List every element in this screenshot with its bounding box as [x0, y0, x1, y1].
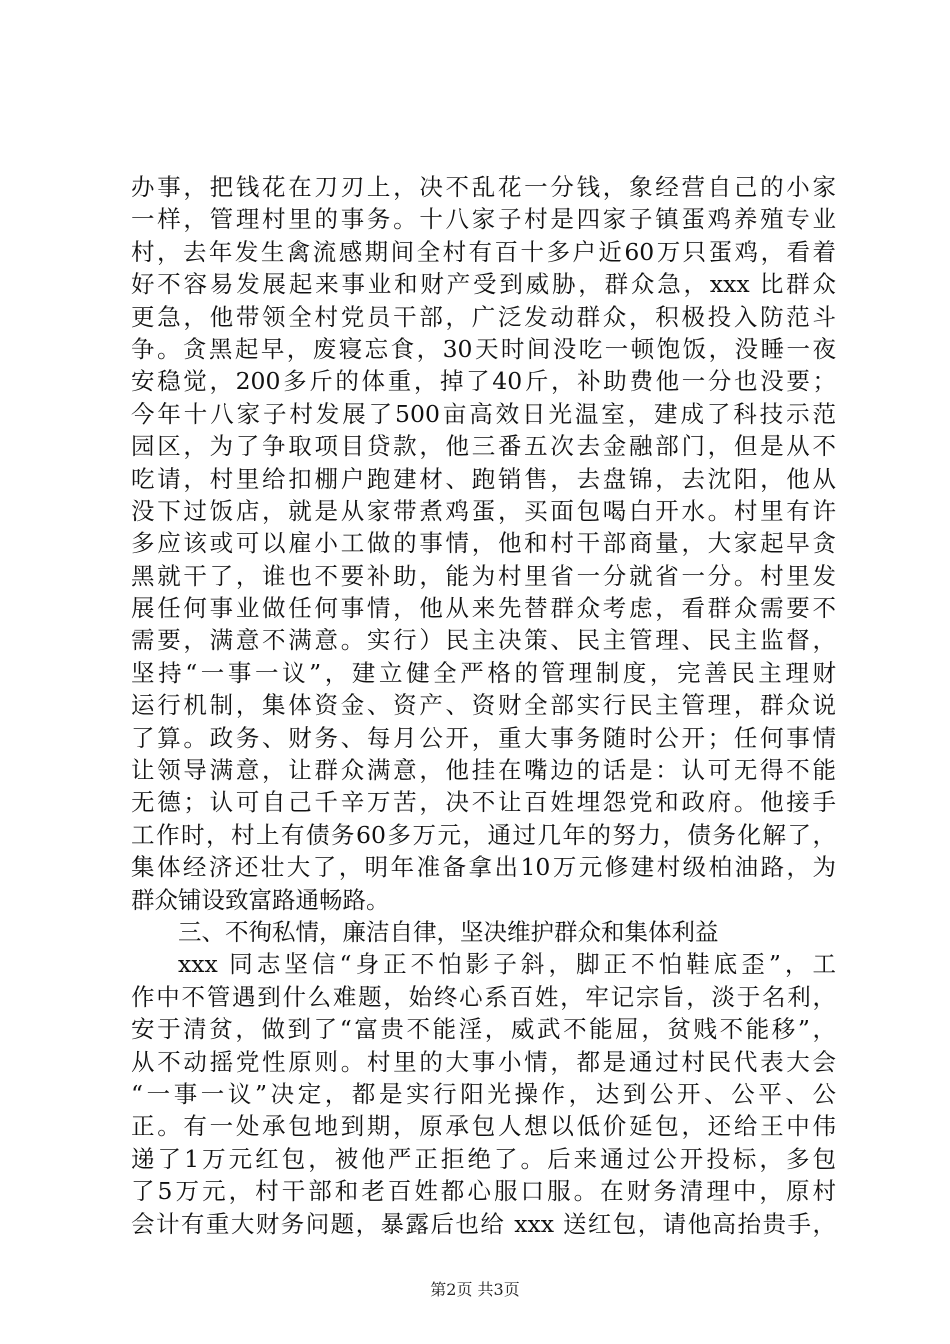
text-line: 了5万元，村干部和老百姓都心服口服。在财务清理中，原村 — [131, 1177, 836, 1206]
section-heading: 三、不徇私情，廉洁自律，坚决维护群众和集体利益 — [178, 917, 719, 946]
text-line: 一样，管理村里的事务。十八家子村是四家子镇蛋鸡养殖专业 — [131, 205, 836, 234]
text-line: 争。贪黑起早，废寝忘食，30天时间没吃一顿饱饭，没睡一夜 — [131, 334, 836, 363]
text-line: 会计有重大财务问题，暴露后也给 xxx 送红包，请他高抬贵手， — [131, 1209, 836, 1238]
text-line: 无德；认可自己千辛万苦，决不让百姓埋怨党和政府。他接手 — [131, 788, 836, 817]
paragraph-end-line: 群众铺设致富路通畅路。 — [131, 885, 390, 914]
text-line: 让领导满意，让群众满意，他挂在嘴边的话是：认可无得不能 — [131, 756, 836, 785]
text-line: 多应该或可以雇小工做的事情，他和村干部商量，大家起早贪 — [131, 529, 836, 558]
text-line: 安稳觉，200多斤的体重，掉了40斤，补助费他一分也没要； — [131, 367, 836, 396]
text-line: 办事，把钱花在刀刃上，决不乱花一分钱，象经营自己的小家 — [131, 173, 836, 201]
text-line: 安于清贫，做到了“富贵不能淫，威武不能屈，贫贱不能移”， — [131, 1015, 836, 1044]
page-number-footer: 第2页 共3页 — [430, 1280, 520, 1299]
text-line: 好不容易发展起来事业和财产受到威胁，群众急，xxx 比群众 — [131, 270, 836, 299]
text-line: 园区，为了争取项目贷款，他三番五次去金融部门，但是从不 — [131, 432, 836, 461]
text-line: 集体经济还壮大了，明年准备拿出10万元修建村级柏油路，为 — [131, 853, 836, 882]
text-line: 展任何事业做任何事情，他从来先替群众考虑，看群众需要不 — [131, 594, 836, 623]
text-line: 从不动摇党性原则。村里的大事小情，都是通过村民代表大会 — [131, 1047, 836, 1076]
text-line: 需要，满意不满意。实行）民主决策、民主管理、民主监督， — [131, 626, 836, 655]
text-line: 黑就干了，谁也不要补助，能为村里省一分就省一分。村里发 — [131, 561, 836, 590]
text-line: 今年十八家子村发展了500亩高效日光温室，建成了科技示范 — [131, 399, 836, 428]
text-line: 村，去年发生禽流感期间全村有百十多户近60万只蛋鸡，看着 — [131, 237, 836, 266]
text-line: “一事一议”决定，都是实行阳光操作，达到公开、公平、公 — [131, 1079, 836, 1108]
text-line: 没下过饭店，就是从家带煮鸡蛋，买面包喝白开水。村里有许 — [131, 496, 836, 525]
text-line: 递了1万元红包，被他严正拒绝了。后来通过公开投标，多包 — [131, 1144, 836, 1173]
text-line: 正。有一处承包地到期，原承包人想以低价延包，还给王中伟 — [131, 1112, 836, 1141]
document-body — [131, 171, 836, 1240]
text-line: 了算。政务、财务、每月公开，重大事务随时公开；任何事情 — [131, 723, 836, 752]
text-line: 作中不管遇到什么难题，始终心系百姓，牢记宗旨，淡于名利， — [131, 982, 836, 1011]
paragraph-first-line: xxx 同志坚信“身正不怕影子斜，脚正不怕鞋底歪”，工 — [178, 950, 836, 979]
text-line: 工作时，村上有债务60多万元，通过几年的努力，债务化解了， — [131, 820, 836, 849]
text-line: 运行机制，集体资金、资产、资财全部实行民主管理，群众说 — [131, 691, 836, 720]
text-line: 更急，他带领全村党员干部，广泛发动群众，积极投入防范斗 — [131, 302, 836, 331]
text-line: 坚持“一事一议”，建立健全严格的管理制度，完善民主理财 — [131, 658, 836, 687]
text-line: 吃请，村里给扣棚户跑建材、跑销售，去盘锦，去沈阳，他从 — [131, 464, 836, 493]
